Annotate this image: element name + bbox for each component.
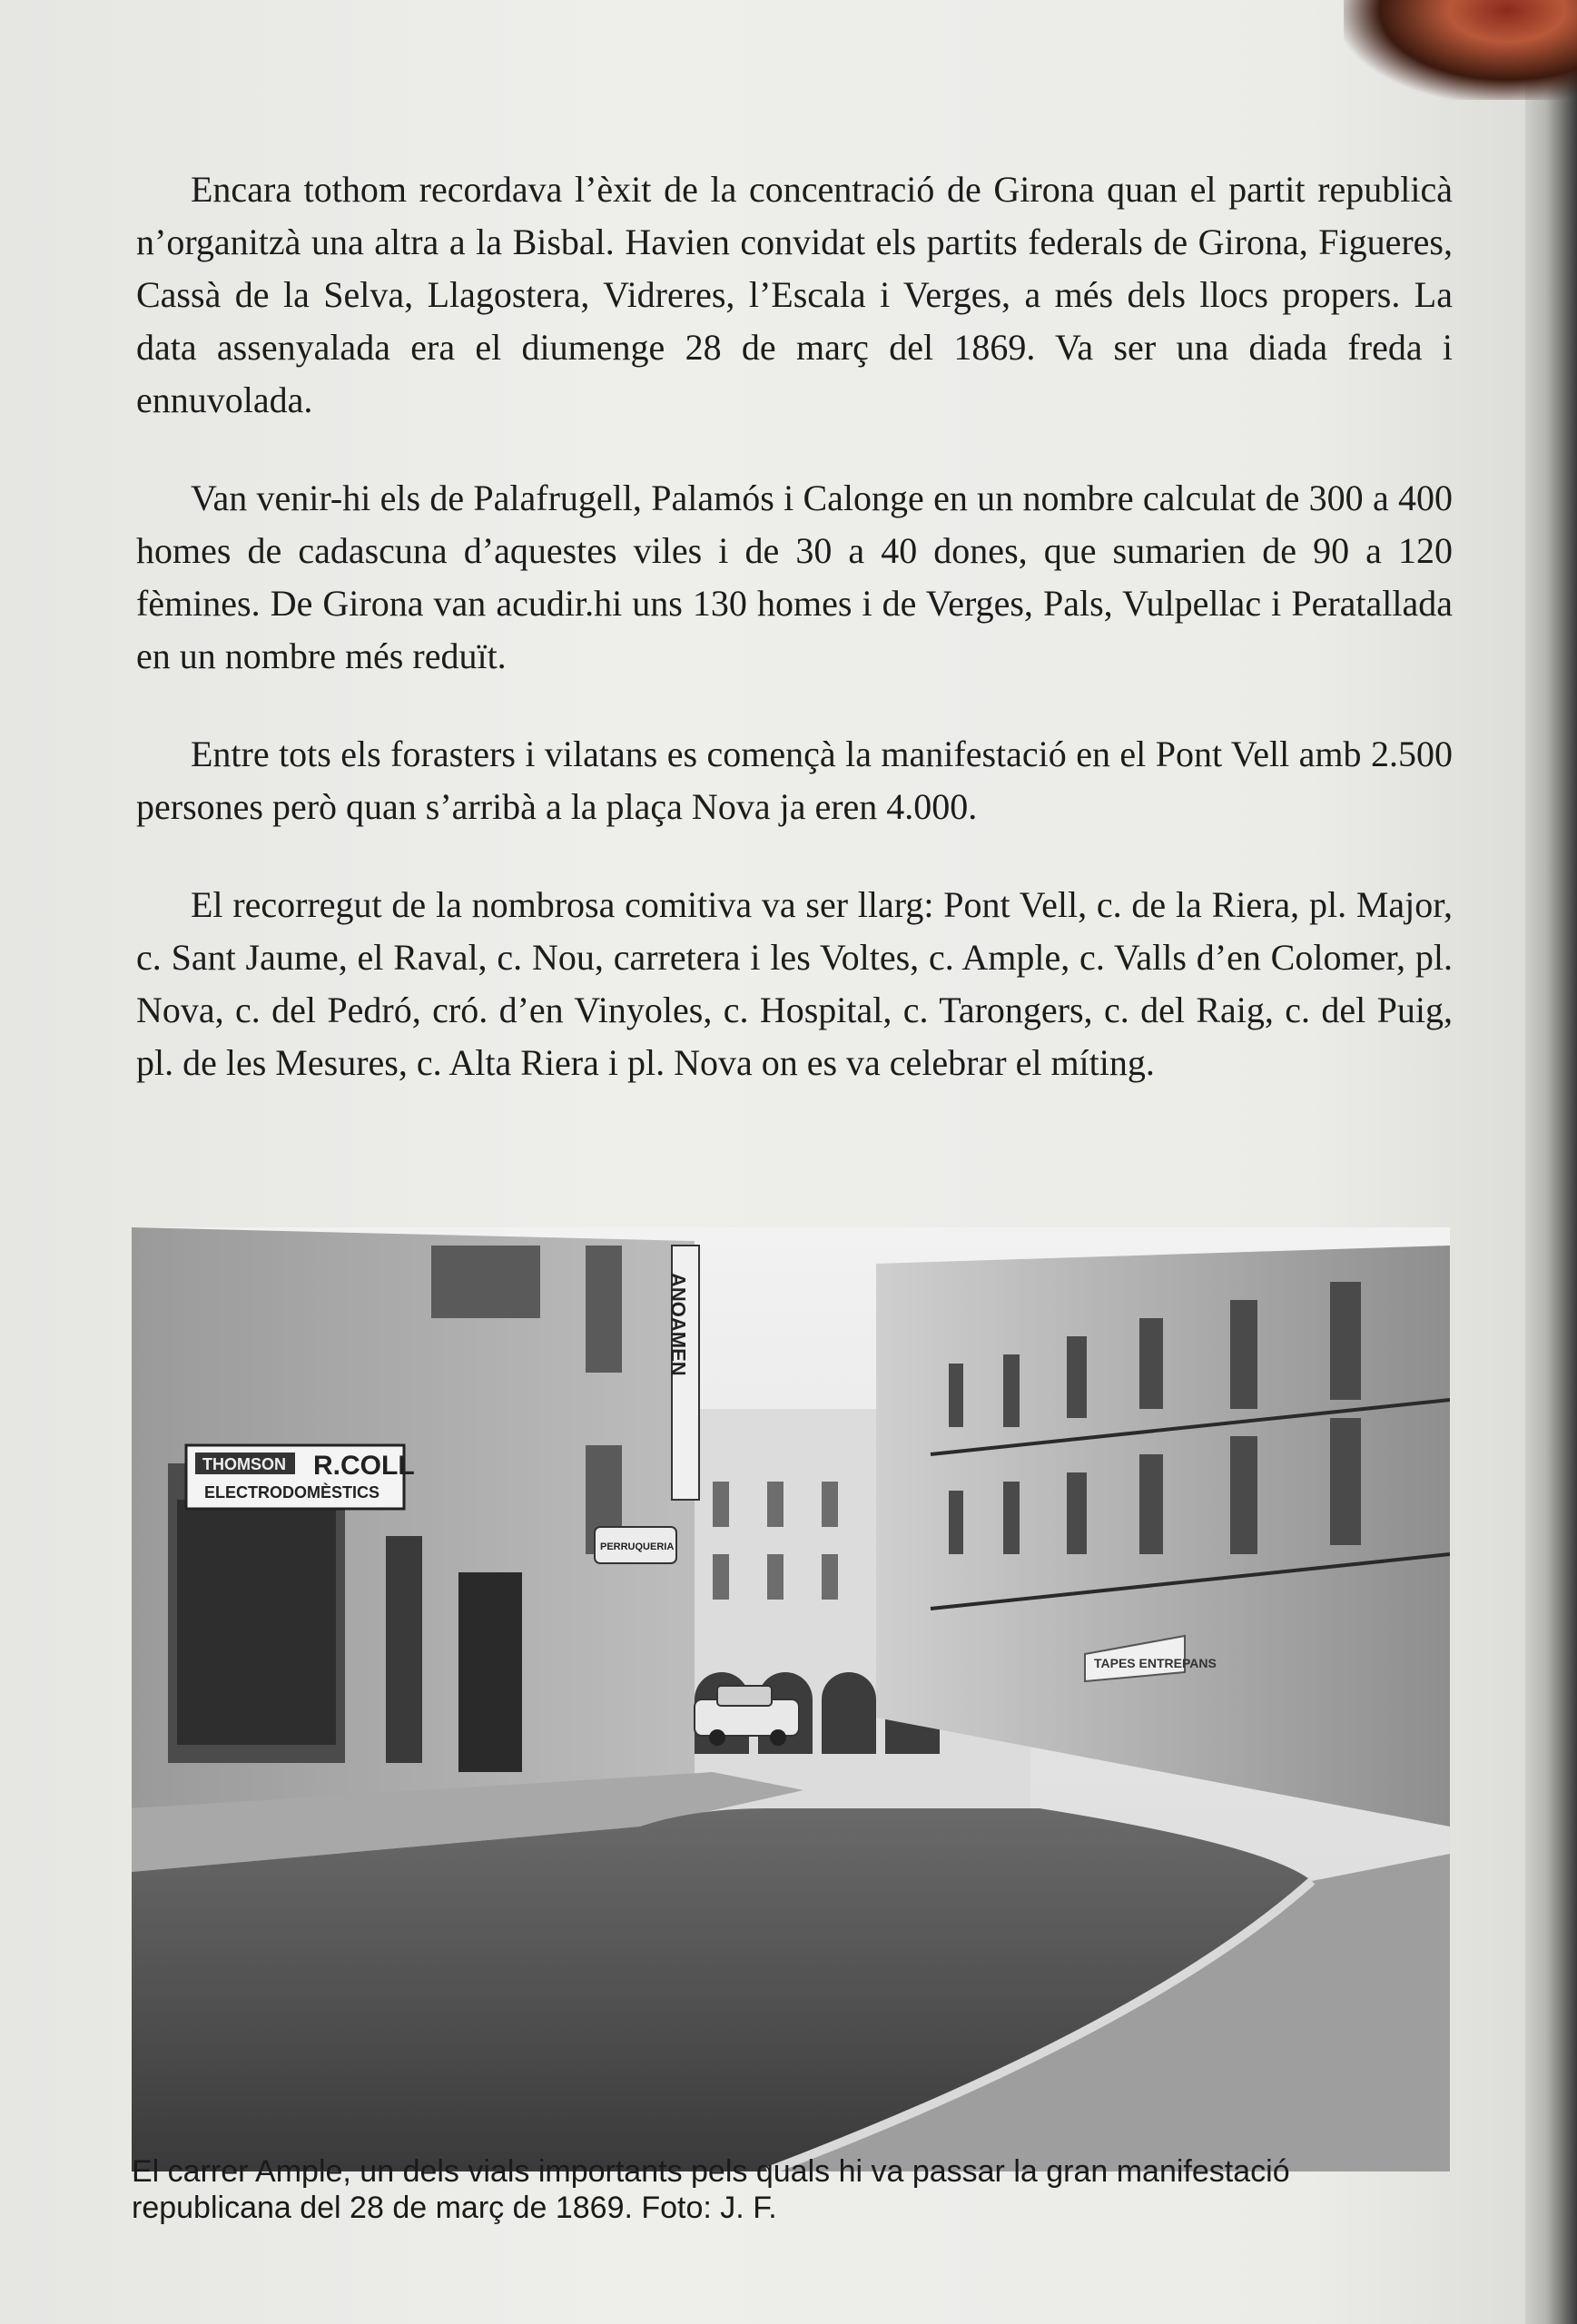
shop-sign-name: R.COLL: [313, 1451, 415, 1481]
corner-artwork: [1344, 0, 1577, 100]
shop-sign: [186, 1445, 415, 1509]
vertical-sign-text: ANOAMEN: [666, 1273, 690, 1376]
street-photo: [132, 1227, 1450, 2171]
photo-caption: El carrer Ample, un dels vials importants pels quals hi va passar la gran manifestació republicana del 28 de març de 1869. Foto: J. F.: [132, 2154, 1290, 2225]
hanging-sign: PERRUQUERIA: [600, 1541, 675, 1552]
shop-sign-brand: THOMSON: [202, 1455, 286, 1473]
awning-sign: TAPES ENTREPANS: [1094, 1656, 1217, 1670]
body-text: [136, 163, 1453, 1135]
page-edge: [1525, 0, 1577, 2324]
paragraph-4: El recorregut de la nombrosa comitiva va ser llarg: Pont Vell, c. de la Riera, pl. Major, c. Sant Jaume, el Raval, c. Nou, carretera i les Voltes, c. Ample, c. Valls d’en Colomer, pl. Nova, c. del Pedró, cró. d’en Vinyoles, c. Hospital, c. Tarongers, c. del Raig, c. del Puig, pl. de les Mesures, c. Alta Riera i pl. Nova on es va celebrar el míting.: [136, 884, 1453, 1083]
paragraph-2: Van venir-hi els de Palafrugell, Palamós i Calonge en un nombre calculat de 300 a 400 homes de cadascuna d’aquestes viles i de 30 a 40 dones, que sumarien de 90 a 120 fèmines. De Girona van acudir.hi uns 130 homes i de Verges, Pals, Vulpellac i Peratallada en un nombre més reduït.: [136, 478, 1453, 676]
paragraph-3: Entre tots els forasters i vilatans es començà la manifestació en el Pont Vell amb 2.500 persones però quan s’arribà a la plaça Nova ja eren 4.000.: [136, 734, 1453, 827]
shop-sign-subtitle: ELECTRODOMÈSTICS: [204, 1483, 380, 1502]
street-photo-drawing: [132, 1227, 1450, 2171]
paragraph-1: Encara tothom recordava l’èxit de la concentració de Girona quan el partit republicà n’organitzà una altra a la Bisbal. Havien convidat els partits federals de Girona, Figueres, Cassà de la Selva, Llagostera, Vidreres, l’Escala i Verges, a més dels llocs propers. La data assenyalada era el diumenge 28 de març del 1869. Va ser una diada freda i ennuvolada.: [136, 169, 1453, 420]
vertical-sign: [667, 1246, 700, 1500]
